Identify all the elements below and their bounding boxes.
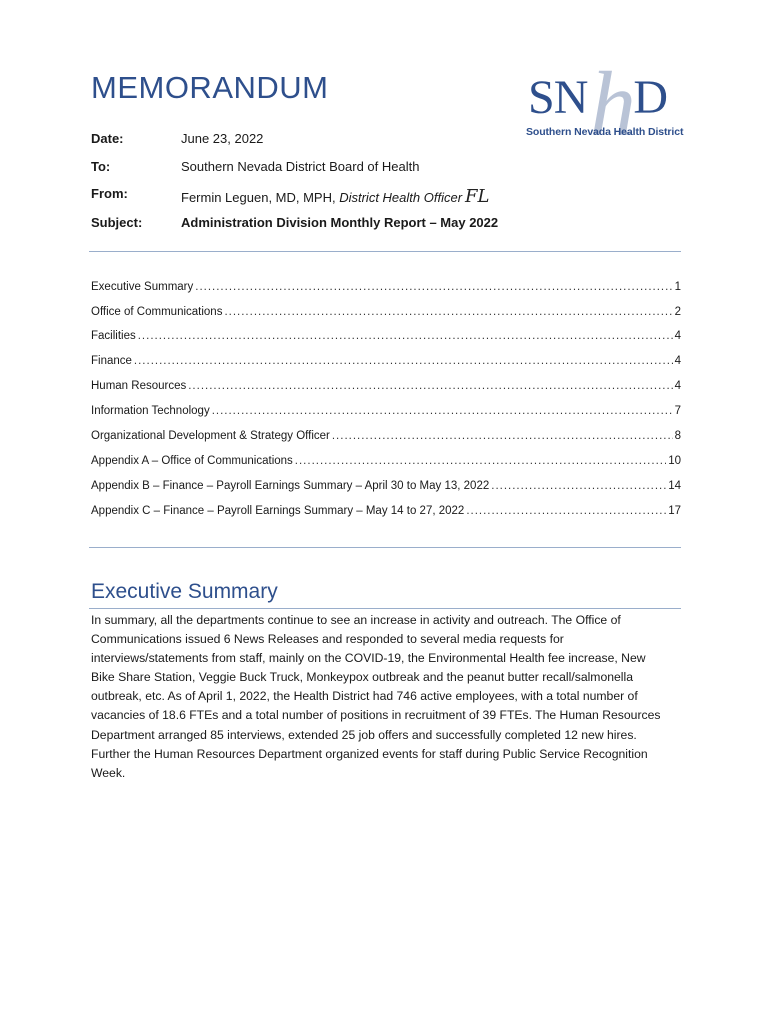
toc-entry-page: 2 — [674, 306, 681, 318]
toc-entry-appendix-a[interactable] — [91, 455, 681, 473]
logo-letter-h: h — [590, 53, 636, 155]
memo-title: MEMORANDUM — [91, 70, 329, 105]
toc-entry-title: Facilities — [91, 330, 136, 342]
toc-entry-page: 10 — [668, 455, 681, 467]
toc-leader — [332, 430, 673, 442]
date-label: Date: — [91, 131, 124, 146]
to-label: To: — [91, 159, 111, 174]
toc-entry-page: 4 — [674, 330, 681, 342]
executive-summary-heading: Executive Summary — [91, 580, 278, 603]
toc-leader — [138, 330, 673, 342]
logo-tagline: Southern Nevada Health District — [526, 126, 684, 138]
toc-entry-title: Information Technology — [91, 405, 210, 417]
logo-letters — [528, 71, 668, 124]
subject-label: Subject: — [91, 215, 143, 230]
toc-entry-title: Human Resources — [91, 380, 187, 392]
toc-leader — [466, 505, 666, 517]
toc-leader — [224, 306, 672, 318]
from-label: From: — [91, 186, 128, 201]
toc-entry-executive-summary[interactable] — [91, 281, 681, 299]
toc-entry-information-technology[interactable] — [91, 405, 681, 423]
toc-entry-appendix-c[interactable] — [91, 505, 681, 523]
from-title: District Health Officer — [339, 190, 463, 205]
toc-entry-facilities[interactable] — [91, 330, 681, 348]
toc-entry-title: Appendix B – Finance – Payroll Earnings Summary – April 30 to May 13, 2022 — [91, 480, 490, 492]
signature: FL — [465, 186, 490, 207]
heading-underline — [89, 608, 681, 609]
toc-entry-human-resources[interactable] — [91, 380, 681, 398]
toc-entry-page: 1 — [674, 281, 681, 293]
executive-summary-body: In summary, all the departments continue to see an increase in activity and outreach. The Office of Communications issued 6 News Releases and responded to several media requests for interviews/statements from staff, mainly on the COVID-19, the Environmental Health fee increase, New Bike Share Station, Veggie Buck Truck, Monkeypox outbreak and the peanut butter recall/salmonella outbreak, etc. As of April 1, 2022, the Health District had 746 active employees, with a total number of vacancies of 18.6 FTEs and a total number of positions in recruitment of 39 FTEs. The Human Resources Department arranged 85 interviews, extended 25 job offers and successfully completed 12 new hires. Further the Human Resources Department organized events for staff during Public Service Recognition Week. — [91, 613, 661, 780]
toc-leader — [295, 455, 666, 467]
toc-entry-page: 4 — [674, 380, 681, 392]
toc-entry-organizational-development[interactable] — [91, 430, 681, 448]
from-value: Fermin Leguen, MD, MPH, — [181, 190, 340, 205]
toc-entry-title: Organizational Development & Strategy Officer — [91, 430, 330, 442]
toc-entry-office-of-communications[interactable] — [91, 306, 681, 324]
toc-entry-title: Executive Summary — [91, 281, 194, 293]
toc-entry-page: 17 — [668, 505, 681, 517]
from-value-wrap — [181, 186, 489, 207]
toc-leader — [195, 281, 672, 293]
toc-leader — [188, 380, 672, 392]
toc-entry-page: 4 — [674, 355, 681, 367]
date-value: June 23, 2022 — [181, 131, 264, 146]
toc-leader — [212, 405, 673, 417]
toc-entry-finance[interactable] — [91, 355, 681, 373]
snhd-logo — [524, 53, 684, 155]
logo-letters-right: D — [633, 71, 668, 124]
toc-entry-appendix-b[interactable] — [91, 480, 681, 498]
toc-entry-page: 14 — [668, 480, 681, 492]
toc-entry-title: Finance — [91, 355, 132, 367]
toc-entry-page: 8 — [674, 430, 681, 442]
to-value: Southern Nevada District Board of Health — [181, 159, 420, 174]
toc-divider — [89, 547, 681, 548]
toc-entry-page: 7 — [674, 405, 681, 417]
toc-entry-title: Appendix A – Office of Communications — [91, 455, 293, 467]
header-divider — [89, 251, 681, 252]
subject-value: Administration Division Monthly Report – May 2022 — [181, 215, 499, 230]
toc-leader — [134, 355, 673, 367]
logo-letters-left: SN — [528, 71, 588, 124]
toc-entry-title: Appendix C – Finance – Payroll Earnings Summary – May 14 to 27, 2022 — [91, 505, 465, 517]
toc-leader — [491, 480, 666, 492]
toc-entry-title: Office of Communications — [91, 306, 223, 318]
